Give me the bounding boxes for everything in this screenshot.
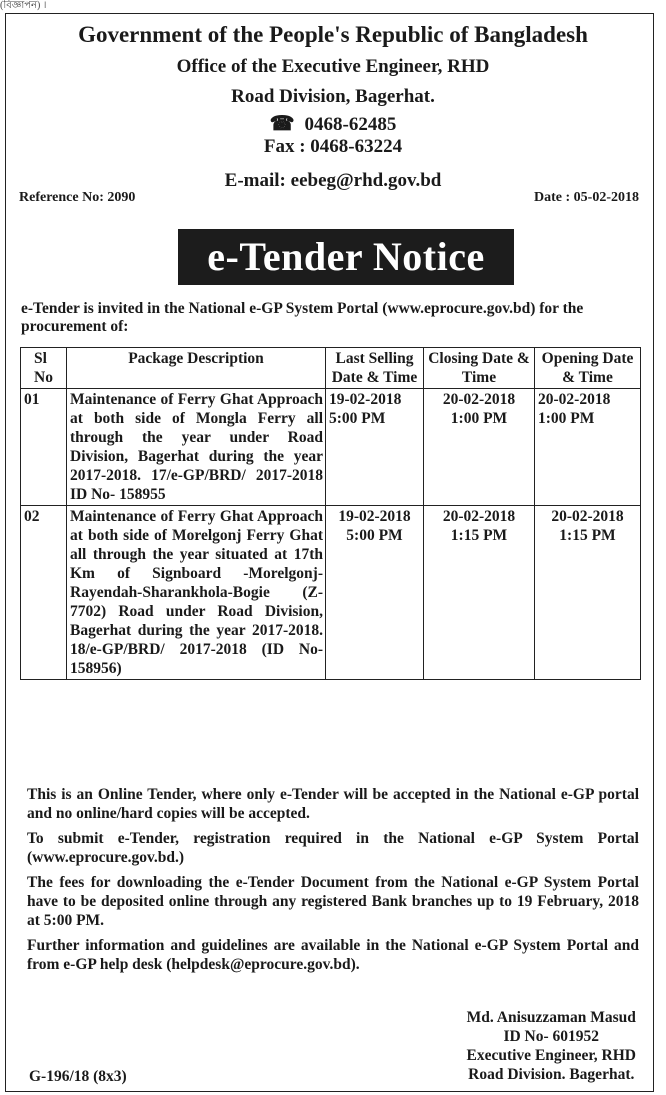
- government-heading: Government of the People's Republic of Bangladesh: [78, 22, 588, 47]
- reference-number: Reference No: 2090: [19, 190, 136, 205]
- row-last-selling: 19-02-2018 5:00 PM: [326, 389, 424, 506]
- row-closing: 20-02-2018 1:15 PM: [424, 506, 535, 680]
- intro-text: e-Tender is invited in the National e-GP System Portal (www.eprocure.gov.bd) for the procurement of:: [21, 300, 584, 335]
- tender-table: [20, 347, 641, 680]
- table-row: [21, 506, 641, 680]
- row-closing: 20-02-2018 1:00 PM: [424, 389, 535, 506]
- row-sl: 02: [21, 506, 67, 680]
- note-online-tender: This is an Online Tender, where only e-Tender will be accepted in the National e-GP portal and no online/hard copies will be accepted.: [27, 786, 639, 822]
- row-opening: 20-02-2018 1:00 PM: [535, 389, 641, 506]
- division-heading: Road Division, Bagerhat.: [231, 86, 435, 107]
- notes-section: [27, 785, 639, 980]
- telephone-icon: ☎: [269, 113, 295, 135]
- col-header-closing: Closing Date & Time: [424, 348, 535, 389]
- col-header-last-selling: Last Selling Date & Time: [326, 348, 424, 389]
- col-header-sl: Sl No: [21, 348, 67, 389]
- note-registration: To submit e-Tender, registration required in the National e-GP System Portal (www.eprocure.gov.bd.): [27, 830, 639, 866]
- email-line: E-mail: eebeg@rhd.gov.bd: [224, 170, 442, 191]
- note-further-info: Further information and guidelines are available in the National e-GP System Portal and from e-GP help desk (helpdesk@eprocure.gov.bd).: [27, 937, 639, 973]
- phone-line: [0, 111, 666, 136]
- note-fees: The fees for downloading the e-Tender Document from the National e-GP System Portal have to be deposited online through any registered Bank branches up to 19 February, 2018 at 5:00 PM.: [27, 874, 639, 929]
- row-description: Maintenance of Ferry Ghat Approach at both side of Mongla Ferry all through the year under Road Division, Bagerhat during the year 2017-2018. 17/e-GP/BRD/ 2017-2018 ID No- 158955: [67, 389, 326, 506]
- ad-code: G-196/18 (8x3): [29, 1068, 127, 1085]
- notice-title-banner: e-Tender Notice: [178, 229, 514, 285]
- col-header-description: Package Description: [67, 348, 326, 389]
- row-last-selling: 19-02-2018 5:00 PM: [326, 506, 424, 680]
- signatory-name: Md. Anisuzzaman Masud: [466, 1009, 636, 1026]
- signature-block: [467, 1008, 637, 1084]
- table-row: [21, 389, 641, 506]
- row-opening: 20-02-2018 1:15 PM: [535, 506, 641, 680]
- row-sl: 01: [21, 389, 67, 506]
- signatory-id: ID No- 601952: [503, 1028, 600, 1045]
- signatory-title: Executive Engineer, RHD: [466, 1047, 636, 1064]
- signatory-office: Road Division. Bagerhat.: [468, 1066, 635, 1083]
- phone-number: 0468-62485: [304, 114, 397, 135]
- corner-label: (বিজ্ঞাপন) ।: [0, 0, 47, 11]
- row-description: Maintenance of Ferry Ghat Approach at both side of Morelgonj Ferry Ghat all through the year situated at 17th Km of Signboard -Morelgonj-Rayendah-Sharankhola-Bogie (Z-7702) Road under Road Division, Bagerhat during the year 2017-2018. 18/e-GP/BRD/ 2017-2018 (ID No- 158956): [67, 506, 326, 680]
- fax-line: Fax : 0468-63224: [263, 136, 403, 157]
- office-heading: Office of the Executive Engineer, RHD: [176, 56, 490, 77]
- col-header-opening: Opening Date & Time: [535, 348, 641, 389]
- table-header-row: [21, 348, 641, 389]
- notice-date: Date : 05-02-2018: [534, 190, 639, 205]
